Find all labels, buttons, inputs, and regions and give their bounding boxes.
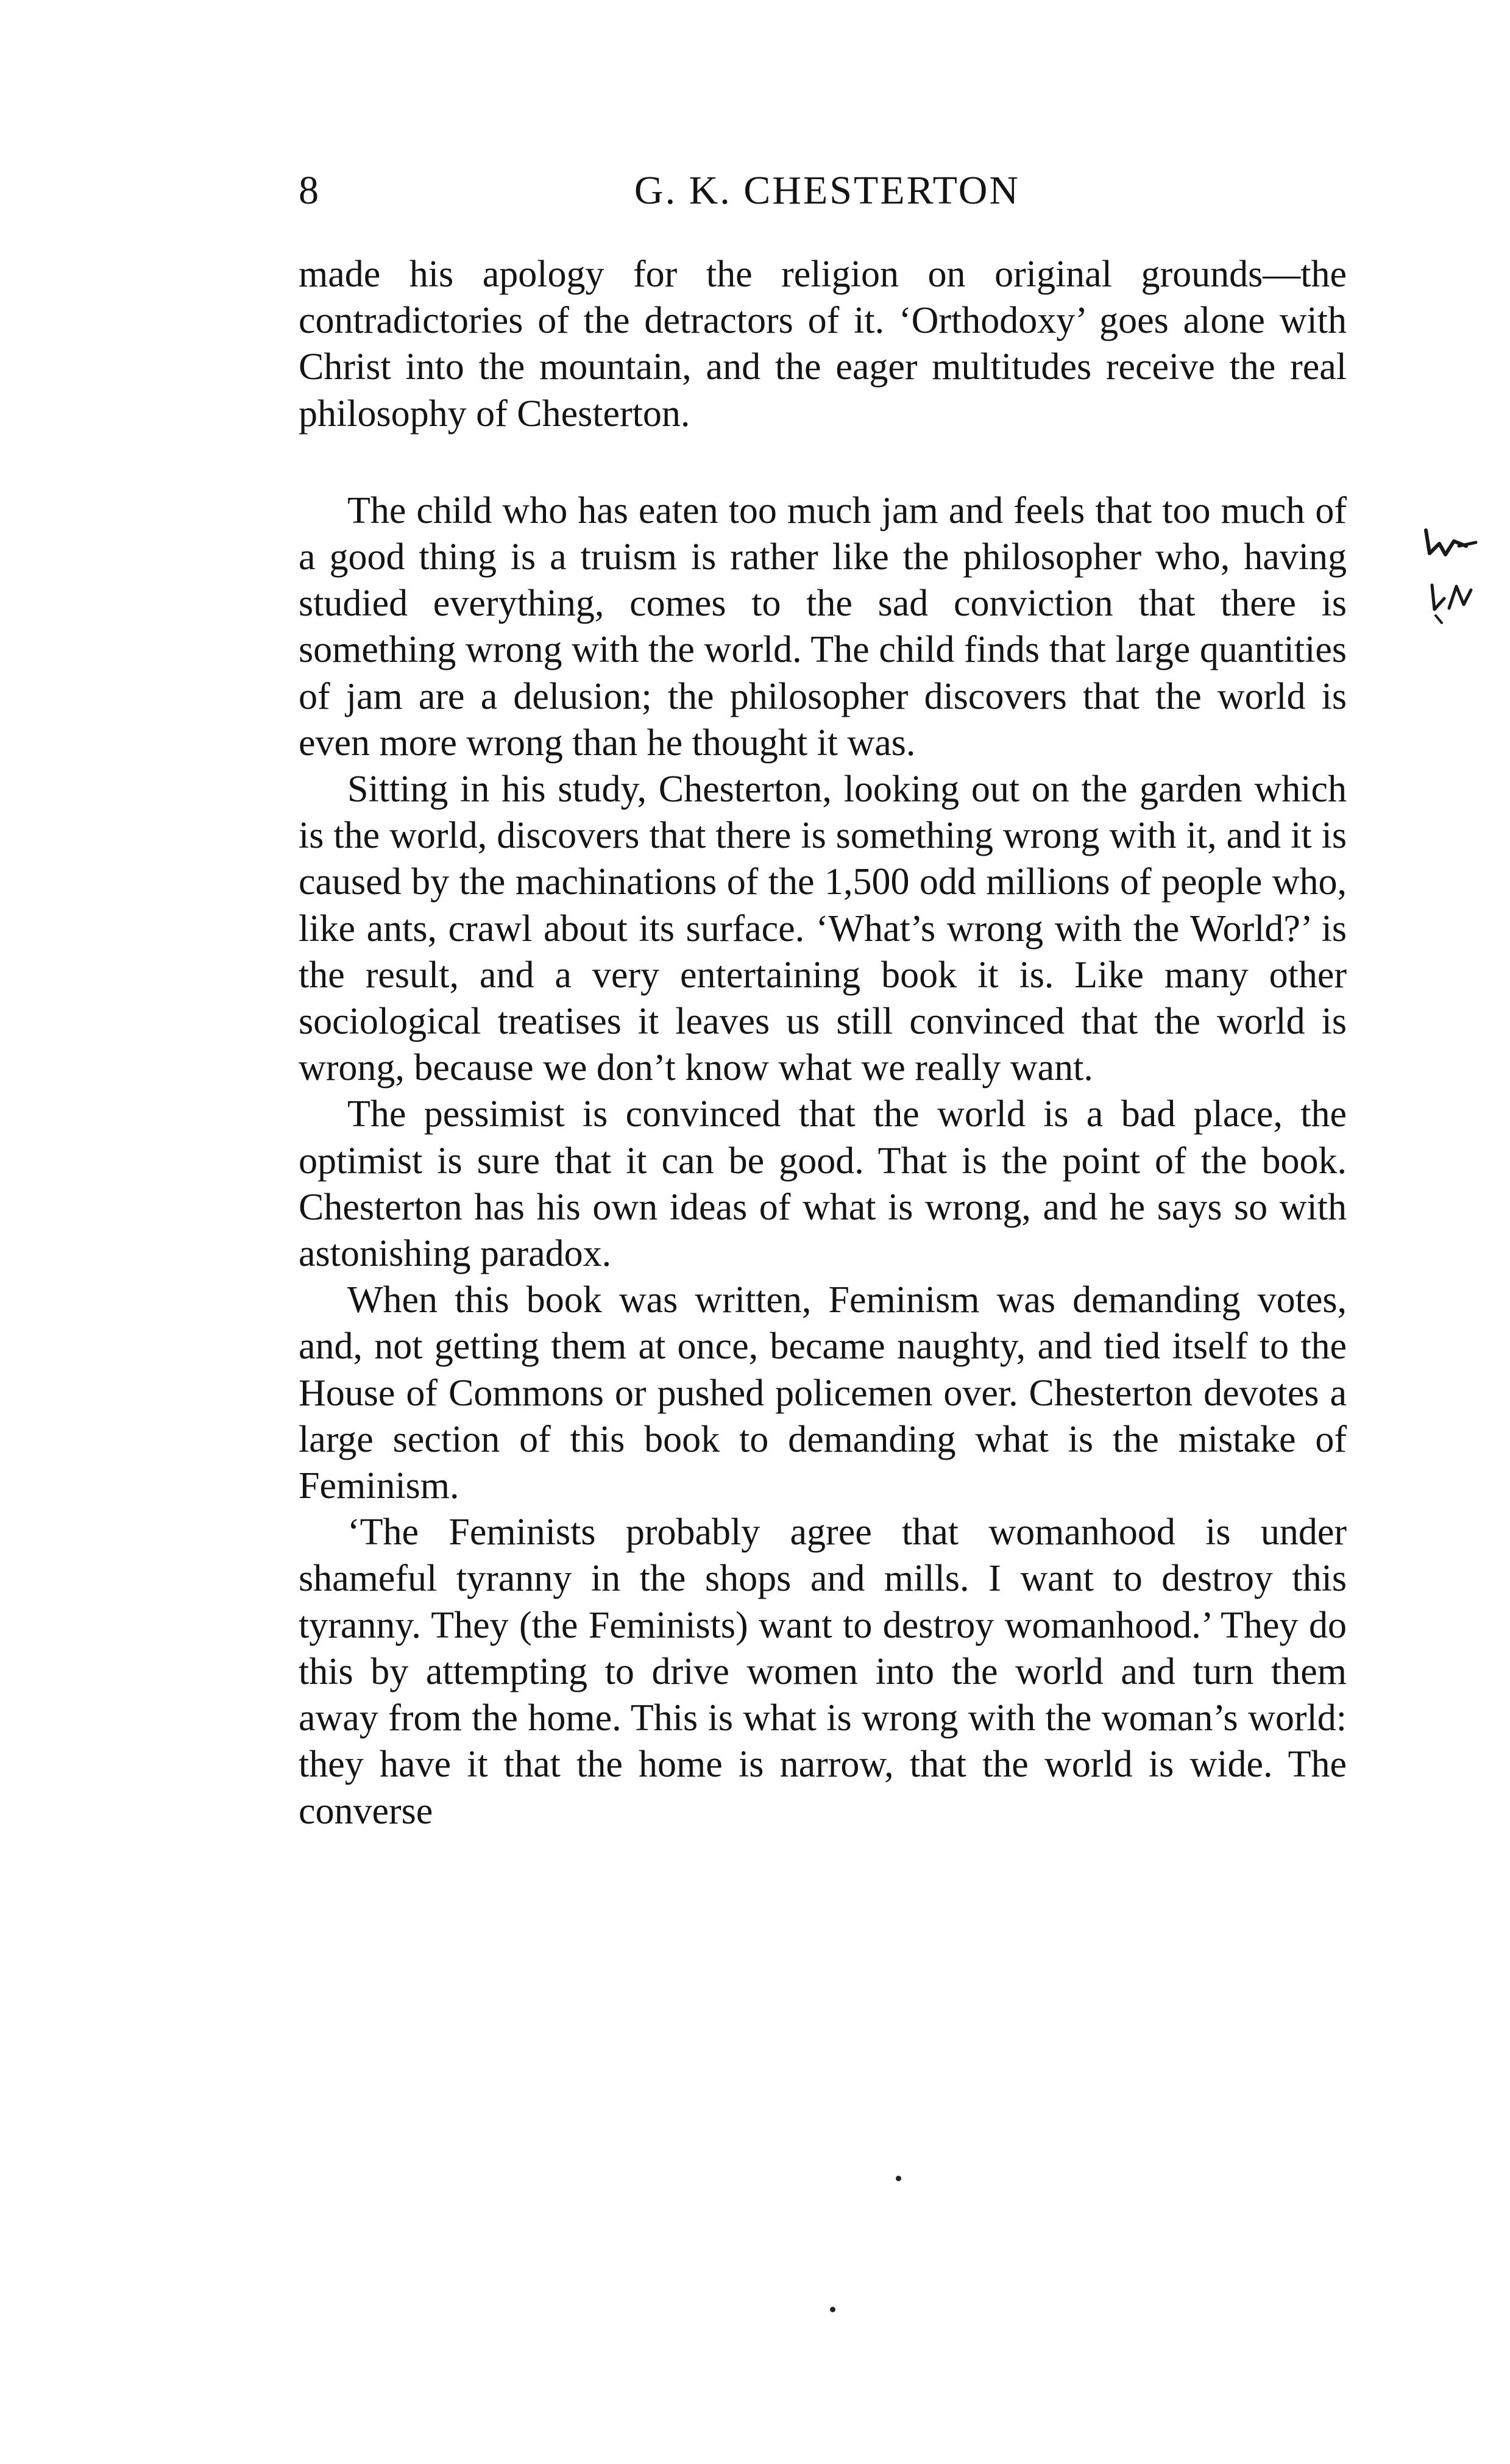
- paragraph: ‘The Feminists probably agree that womanhood is under shameful tyranny in the shops and mills. I want to destroy this tyranny. They (the Feminists) want to destroy womanhood.’ They do this by attempting to drive women into the world and turn them away from the home. This is what is wrong with the woman’s world: they have it that the home is narrow, that the world is wide. The converse: [299, 1511, 1347, 1832]
- paragraph: made his apology for the religion on original grounds—the contradictories of the detractors of it. ‘Orthodoxy’ goes alone with Christ into the mountain, and the eager multitudes receive the real philosophy of Chesterton.: [299, 254, 1347, 435]
- handwritten-margin-mark: [1408, 518, 1505, 628]
- page-number: 8: [299, 168, 319, 213]
- paragraph: The child who has eaten too much jam and feels that too much of a good thing is a truism is rather like the philosopher who, having studied everything, comes to the sad conviction that there is something wrong with the world. The child finds that large quantities of jam are a delusion; the philosopher discovers that the world is even more wrong than he thought it was.: [299, 489, 1347, 764]
- paragraph: Sitting in his study, Chesterton, looking out on the garden which is the world, discovers that there is something wrong with it, and it is caused by the machinations of the 1,500 odd millions of people who, like ants, crawl about its surface. ‘What’s wrong with the World?’ is the result, and a very entertaining book it is. Like many other sociological treatises it leaves us still convinced that the world is wrong, because we don’t know what we really want.: [299, 769, 1347, 1089]
- print-speck: [830, 2307, 835, 2312]
- page-header: [299, 163, 1356, 218]
- print-speck: [896, 2176, 901, 2181]
- paragraph: The pessimist is convinced that the world is a bad place, the optimist is sure that it can be good. That is the point of the book. Chesterton has his own ideas of what is wrong, and he says so with astonishing paradox.: [299, 1093, 1347, 1275]
- paragraph: When this book was written, Feminism was demanding votes, and, not getting them at once, became naughty, and tied itself to the House of Commons or pushed policemen over. Chesterton devotes a large section of this book to demanding what is the mistake of Feminism.: [299, 1279, 1347, 1507]
- running-title: G. K. CHESTERTON: [634, 168, 1021, 213]
- body-text: [299, 251, 1347, 1834]
